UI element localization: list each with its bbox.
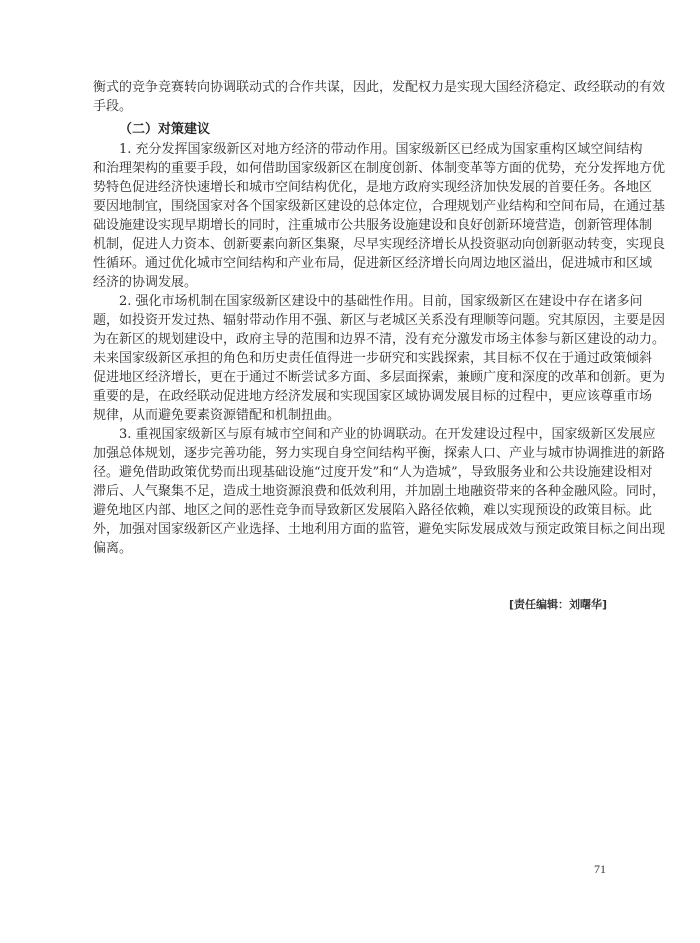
text-line: 势特色促进经济快速增长和城市空间结构优化，是地方政府实现经济加快发展的首要任务。各地区 [93,180,653,195]
text-line: 1. 充分发挥国家级新区对地方经济的带动作用。国家级新区已经成为国家重构区域空间结构 [119,142,643,157]
text-line: 径。避免借助政策优势而出现基础设施“过度开发”和“人为造城”，导致服务业和公共设施建设相对 [93,465,653,480]
text-line: 规律，从而避免要素资源错配和机制扭曲。 [93,408,341,423]
text-line: 2. 强化市场机制在国家级新区建设中的基础性作用。目前，国家级新区在建设中存在诸多问 [119,294,643,309]
page-number: 71 [594,862,606,876]
text-line: 题，如投资开发过热、辐射带动作用不强、新区与老城区关系没有理顺等问题。究其原因，主要是因 [93,313,666,328]
text-line: 滞后、人气聚集不足，造成土地资源浪费和低效利用，并加剧土地融资带来的各种金融风险。同时， [93,484,666,499]
text-line: 促进地区经济增长，更在于通过不断尝试多方面、多层面探索，兼顾广度和深度的改革和创新。更为 [93,370,666,385]
text-line: 加强总体规划，逐步完善功能，努力实现自身空间结构平衡，探索人口、产业与城市协调推进的新路 [93,446,666,461]
text-line: 偏离。 [93,541,133,556]
paragraph-2 [93,292,666,425]
text-line: 和治理架构的重要手段，如何借助国家级新区在制度创新、体制变革等方面的优势，充分发挥地方优 [93,161,666,176]
text-line: 衡式的竞争竞赛转向协调联动式的合作共谋，因此，发配权力是实现大国经济稳定、政经联动的有效 [93,80,666,95]
paragraph-3 [93,425,666,558]
article-body [93,78,666,558]
text-line: 础设施建设实现早期增长的同时，注重城市公共服务设施建设和良好创新环境营造，创新管理体制 [93,218,653,233]
text-line: 避免地区内部、地区之间的恶性竞争而导致新区发展陷入路径依赖，难以实现预设的政策目标。此 [93,503,653,518]
responsible-editor-note: [责任编辑：刘曙华] [508,598,607,611]
text-line: 重要的是，在政经联动促进地方经济发展和实现国家区域协调发展目标的过程中，更应该尊重市场 [93,389,653,404]
text-line: 未来国家级新区承担的角色和历史责任值得进一步研究和实践探索，其目标不仅在于通过政策倾斜 [93,351,653,366]
text-line: 手段。 [93,99,133,114]
text-line: 为在新区的规划建设中，政府主导的范围和边界不清，没有充分激发市场主体参与新区建设的动力。 [93,332,666,347]
text-line: 经济的协调发展。 [93,275,198,290]
section-heading: （二）对策建议 [119,122,211,137]
paragraph-1 [93,140,666,292]
text-line: 外，加强对国家级新区产业选择、土地利用方面的监管，避免实际发展成效与预定政策目标之间出现 [93,522,666,537]
text-line: 3. 重视国家级新区与原有城市空间和产业的协调联动。在开发建设过程中，国家级新区发展应 [119,427,656,442]
text-line: 机制，促进人力资本、创新要素向新区集聚，尽早实现经济增长从投资驱动向创新驱动转变，实现良 [93,237,666,252]
text-line: 要因地制宜，围绕国家对各个国家级新区建设的总体定位，合理规划产业结构和空间布局，在通过基 [93,199,666,214]
text-line: 性循环。通过优化城市空间结构和产业布局，促进新区经济增长向周边地区溢出，促进城市和区域 [93,256,653,271]
intro-paragraph-continuation [93,78,666,116]
